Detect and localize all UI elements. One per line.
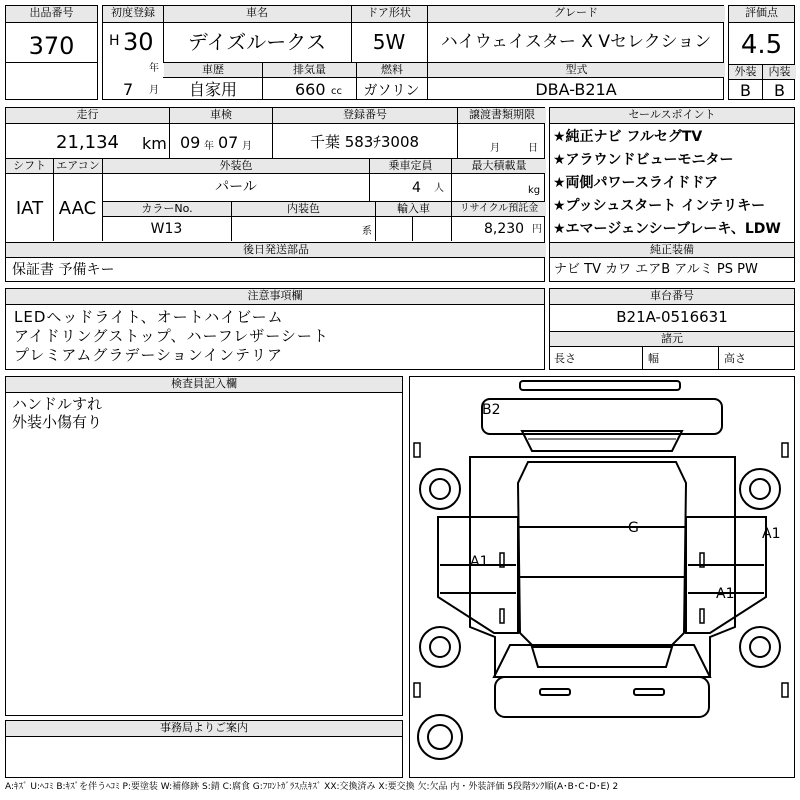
lot-label: 出品番号 xyxy=(6,6,97,23)
mileage-value: 21,134 xyxy=(56,132,119,153)
import-label: 輸入車 xyxy=(376,202,451,216)
model-code-label: 型式 xyxy=(428,63,725,77)
footer-legend: A:ｷｽﾞ U:ﾍｺﾐ B:ｷｽﾞを伴うﾍｺﾐ P:要塗装 W:補修跡 S:錆 C:腐食 G:ﾌﾛﾝﾄｶﾞﾗｽ点ｷｽﾞ XX:交換済み X:要交換 欠:欠品 内・外装評価 5段階ﾗﾝｸ順(A･B･C･D･E) 2 xyxy=(5,782,619,792)
first-reg-month: 7 xyxy=(123,80,134,99)
mark-roof: G xyxy=(628,520,639,536)
fuel-label: 燃料 xyxy=(357,63,427,77)
car-name-label: 車名 xyxy=(163,6,351,22)
exterior-color-label: 外装色 xyxy=(103,159,369,173)
grade-label: グレード xyxy=(427,6,725,22)
plate-value: 千葉 583ﾁ3008 xyxy=(309,133,420,151)
damage-diagram xyxy=(409,376,795,778)
sales-point-item: ★両側パワースライドドア xyxy=(553,175,719,191)
car-name-value: デイズルークス xyxy=(187,30,327,54)
grade-value: ハイウェイスター X Vセレクション xyxy=(440,32,712,52)
recycle-label: リサイクル預託金 xyxy=(452,202,546,216)
spec-height-label: 高さ xyxy=(724,352,746,365)
chassis-label: 車台番号 xyxy=(550,289,794,305)
transfer-day-unit: 日 xyxy=(528,143,538,154)
car-outline-diagram xyxy=(410,377,794,777)
lot-box xyxy=(5,5,98,100)
model-code-value: DBA-B21A xyxy=(535,80,617,99)
plate-label: 登録番号 xyxy=(273,108,457,123)
int-score-value: B xyxy=(774,81,785,100)
inspection-label: 車検 xyxy=(170,108,272,123)
interior-color-unit: 系 xyxy=(362,226,372,237)
windshield-outline xyxy=(532,647,672,667)
detail-block xyxy=(5,107,545,282)
ext-score-value: B xyxy=(740,81,751,100)
sales-point-item: ★純正ナビ フルセグTV xyxy=(553,129,703,145)
displacement-label: 排気量 xyxy=(263,63,356,77)
displacement-unit: cc xyxy=(331,86,342,97)
vehicle-info-block xyxy=(102,5,724,100)
history-label: 車歴 xyxy=(164,63,262,77)
front-left-wheel xyxy=(420,627,460,667)
sales-point-item: ★アラウンドビューモニター xyxy=(553,152,734,168)
first-reg-month-unit: 月 xyxy=(149,85,159,96)
mileage-unit: km xyxy=(142,134,167,153)
recycle-value: 8,230 xyxy=(484,221,525,237)
aircon-label: エアコン xyxy=(54,159,102,173)
first-reg-era: H xyxy=(109,33,120,49)
doors-label: ドア形状 xyxy=(351,6,427,22)
lot-number: 370 xyxy=(28,32,75,60)
mark-right-rear-side: A1 xyxy=(716,586,735,602)
inspector-line: ハンドルすれ xyxy=(12,395,103,413)
notes-line: プレミアムグラデーションインテリア xyxy=(14,346,284,364)
score-box xyxy=(728,5,795,100)
first-reg-label: 初度登録 xyxy=(103,6,163,22)
capacity-value: 4 xyxy=(412,180,421,196)
front-bumper-outline xyxy=(495,677,709,717)
exterior-color-value: パール xyxy=(215,179,257,195)
inspection-month-unit: 月 xyxy=(242,141,252,152)
transfer-month-unit: 月 xyxy=(490,143,500,154)
sales-point-item: ★エマージェンシーブレーキ、LDW xyxy=(553,221,781,237)
inspection-year-unit: 年 xyxy=(204,141,214,152)
notes-box xyxy=(5,288,545,370)
ext-score-label: 外装 xyxy=(729,65,762,79)
history-value: 自家用 xyxy=(188,80,237,99)
genuine-equipment-label: 純正装備 xyxy=(550,243,794,257)
aircon-value: AAC xyxy=(58,198,97,219)
spec-length-label: 長さ xyxy=(554,352,576,365)
hood-outline xyxy=(494,645,710,677)
first-reg-year-unit: 年 xyxy=(149,63,159,74)
specs-label: 諸元 xyxy=(550,332,794,346)
notes-label: 注意事項欄 xyxy=(6,289,544,305)
chassis-box xyxy=(549,288,795,370)
left-side-outline xyxy=(438,517,518,633)
score-label: 評価点 xyxy=(729,6,794,23)
mileage-label: 走行 xyxy=(6,108,169,123)
sales-point-item: ★プッシュスタート インテリキー xyxy=(553,198,766,214)
capacity-unit: 人 xyxy=(434,183,444,194)
genuine-equipment-value: ナビ TV カワ エアB アルミ PS PW xyxy=(554,262,758,277)
score-value: 4.5 xyxy=(740,30,783,60)
later-parts-label: 後日発送部品 xyxy=(6,243,546,257)
color-no-value: W13 xyxy=(150,221,183,237)
inspection-year: 09 xyxy=(180,133,201,152)
office-box xyxy=(5,720,403,778)
color-no-label: カラーNo. xyxy=(103,202,231,216)
mark-right-side: A1 xyxy=(762,526,781,542)
office-label: 事務局よりご案内 xyxy=(6,721,402,737)
inspector-label: 検査員記入欄 xyxy=(6,377,402,393)
front-right-wheel xyxy=(740,627,780,667)
recycle-unit: 円 xyxy=(532,224,542,235)
inspection-month: 07 xyxy=(218,133,239,152)
fuel-value: ガソリン xyxy=(363,83,420,99)
inspector-line: 外装小傷有り xyxy=(12,413,103,431)
capacity-label: 乗車定員 xyxy=(370,159,451,173)
later-parts-value: 保証書 予備キー xyxy=(12,262,115,278)
sales-points-box xyxy=(549,107,795,282)
notes-line: アイドリングストップ、ハーフレザーシート xyxy=(14,327,329,345)
displacement-value: 660 xyxy=(295,80,326,99)
inspector-box xyxy=(5,376,403,716)
first-reg-year: 30 xyxy=(123,28,154,56)
rear-bumper-outline xyxy=(482,399,722,434)
doors-value: 5W xyxy=(372,30,406,54)
right-side-outline xyxy=(686,517,766,633)
max-load-unit: kg xyxy=(528,185,541,196)
rear-right-wheel xyxy=(740,469,780,509)
spare-wheel xyxy=(418,715,462,759)
transfer-deadline-label: 譲渡書類期限 xyxy=(458,108,546,123)
mark-rear: B2 xyxy=(482,402,501,418)
int-score-label: 内装 xyxy=(763,65,796,79)
mark-left-front-door: A1 xyxy=(470,554,489,570)
spec-width-label: 幅 xyxy=(648,352,659,365)
notes-line: LEDヘッドライト、オートハイビーム xyxy=(14,308,284,326)
shift-value: IAT xyxy=(15,198,44,219)
chassis-value: B21A-0516631 xyxy=(616,308,728,326)
sales-points-label: セールスポイント xyxy=(550,108,794,124)
shift-label: シフト xyxy=(6,159,53,173)
rear-left-wheel xyxy=(420,469,460,509)
max-load-label: 最大積載量 xyxy=(452,159,546,173)
interior-color-label: 内装色 xyxy=(232,202,375,216)
roof-outline xyxy=(518,462,686,645)
